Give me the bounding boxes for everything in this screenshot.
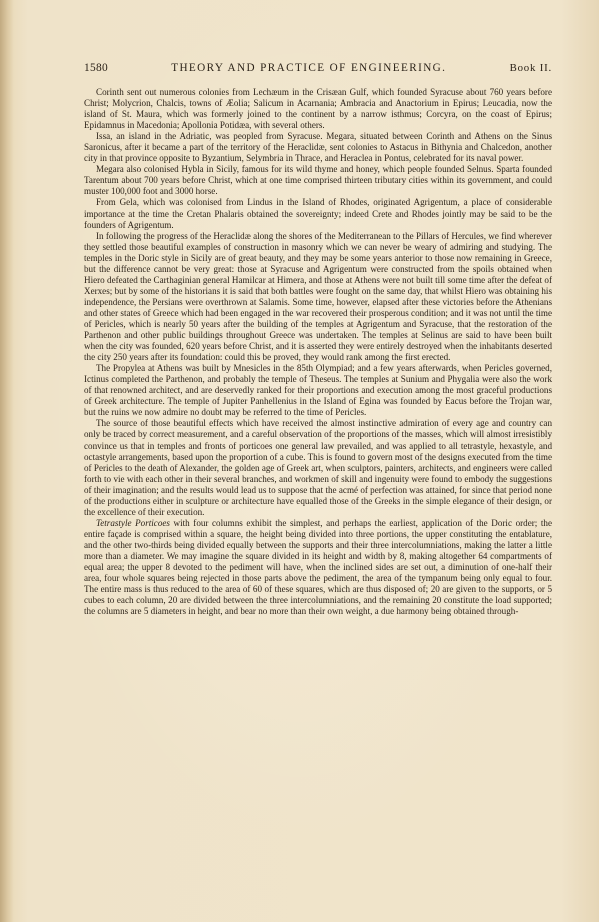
binding-shadow [0,0,14,922]
running-head [84,62,552,78]
paragraph-text: The Propylea at Athens was built by Mnesicles in the 85th Olympiad; and a few years afterwards, when Pericles governed, Ictinus completed the Parthenon, and probably the temple of Theseus. The temples at Sunium and Phygalia were also the work of that renowned architect, and are deservedly ranked for their proportions and execution among the most graceful productions of Greek architecture. The temple of Jupiter Panhellenius in the Island of Egina was founded by Eacus before the Trojan war, but the ruins we now admire no doubt may be referred to the time of Pericles. [84,363,552,418]
paragraph-issa-megara [84,131,552,164]
paragraph-text: In following the progress of the Heraclidæ along the shores of the Mediterranean to the Pillars of Hercules, we find wherever they settled those beautiful examples of construction in masonry which we can never be weary of admiring and studying. The temples in the Doric style in Sicily are of great beauty, and they may be some years anterior to those now remaining in Greece, but the difference cannot be very great: those at Syracuse and Agrigentum were constructed from the spoils obtained when Hiero defeated the Carthaginian general Hamilcar at Himera, and those at Athens were not built till some time after the defeat of Xerxes; but by some of the historians it is said that both battles were fought on the same day, that whilst Hiero was obtaining his independence, the Persians were overthrown at Salamis. Some time, however, elapsed after these victories before the Athenians and other states of Greece which had been engaged in the war recovered their prosperous condition; and it was not until the time of Pericles, which is nearly 50 years after the building of the temples at Agrigentum and Syracuse, that the restoration of the Parthenon and other public buildings throughout Greece was undertaken. The temples at Selinus are said to have been built when the city was founded, 620 years before Christ, and it is asserted they were entirely destroyed when the inhabitants deserted the city 250 years after its foundation: could this be proved, they would rank among the first erected. [84,230,552,363]
paragraph-gela-agrigentum [84,197,552,230]
paragraph-colonies-corinth [84,87,552,131]
paragraph-text: The source of those beautiful effects which have received the almost instinctive admiration of every age and country can only be traced by correct measurement, and a careful observation of the proportions of the masses, which will almost irresistibly convince us that in temples and fronts of porticoes one general law prevailed, and was applied to all tetrastyle, hexastyle, and octastyle arrangements, based upon the proportion of a cube. This is found to govern most of the designs executed from the time of Pericles to the death of Alexander, the golden age of Greek art, when sculptors, painters, architects, and engineers were called forth to vie with each other in their several branches, and workmen of skill and ingenuity were found to embody the suggestions of their imagination; and the results would lead us to suppose that the acmé of perfection was attained, for since that period none of the productions either in sculpture or architecture have equalled those of the Greeks in the simple elegance of their design, or the excellence of their execution. [84,418,552,517]
paragraph-hybla-tarentum [84,164,552,197]
paragraph-heraclidae-temples [84,231,552,364]
page-number: 1580 [84,62,108,74]
paragraph-lead: Tetrastyle Porticoes [96,517,170,528]
paragraph-text: Corinth sent out numerous colonies from Lechæum in the Crisæan Gulf, which founded Syracuse about 760 years before Christ; Molycrion, Chalcis, towns of Æolia; Salicum in Acarnania; Ambracia and Anactorium in Epirus; Leucadia, now the island of St. Maura, which was formerly joined to the continent by a narrow isthmus; Corcyra, on the coast of Epirus; Epidamnus in Macedonia; Apollonia Potidæa, with several others. [84,87,552,131]
paragraph-propylea [84,363,552,418]
body-text [84,87,552,617]
paragraph-proportions [84,418,552,517]
paragraph-text: From Gela, which was colonised from Lindus in the Island of Rhodes, originated Agrigentum, a place of considerable importance at the time the Cretan Phalaris obtained the sovereignty; indeed Crete and Rhodes jointly may be said to be the founders of Agrigentum. [84,197,552,230]
book-label: Book II. [509,62,552,74]
paragraph-text: Megara also colonised Hybla in Sicily, famous for its wild thyme and honey, which people founded Selnus. Sparta founded Tarentum about 700 years before Christ, which at one time comprised thirteen tributary cities within its government, and could muster 100,000 foot and 3000 horse. [84,164,552,197]
paragraph-text: Issa, an island in the Adriatic, was peopled from Syracuse. Megara, situated between Corinth and Athens on the Sinus Saronicus, after it became a part of the territory of the Heraclidæ, sent colonies to Astacus in Bithynia and Chalcedon, another city in that province opposite to Byzantium, Selymbria in Thrace, and Heraclea in Pontus, celebrated for its naval power. [84,131,552,164]
running-title: THEORY AND PRACTICE OF ENGINEERING. [171,62,447,74]
paragraph-text: with four columns exhibit the simplest, and perhaps the earliest, application of the Doric order; the entire façade is comprised within a square, the height being divided into three portions, the upper constituting the entablature, and the other two-thirds being divided equally between the supports and their three intercolumniations, making the latter a little more than a diameter. We may imagine the square divided in its height and width by 8, making altogether 64 compartments of equal area; the upper 8 devoted to the pediment will have, when the inclined sides are set out, a diminution of one-half their area, four whole squares being rejected in those parts above the pediment, the area of the tympanum being only equal to four. The entire mass is thus reduced to the area of 60 of these squares, which are thus disposed of; 20 are given to the supports, or 5 cubes to each column, 20 are divided between the three intercolumniations, and the remaining 20 constitute the load supported; the columns are 5 diameters in height, and bear no more than their own weight, a due harmony being obtained through- [84,517,552,617]
paragraph-tetrastyle-porticoes [84,518,552,617]
